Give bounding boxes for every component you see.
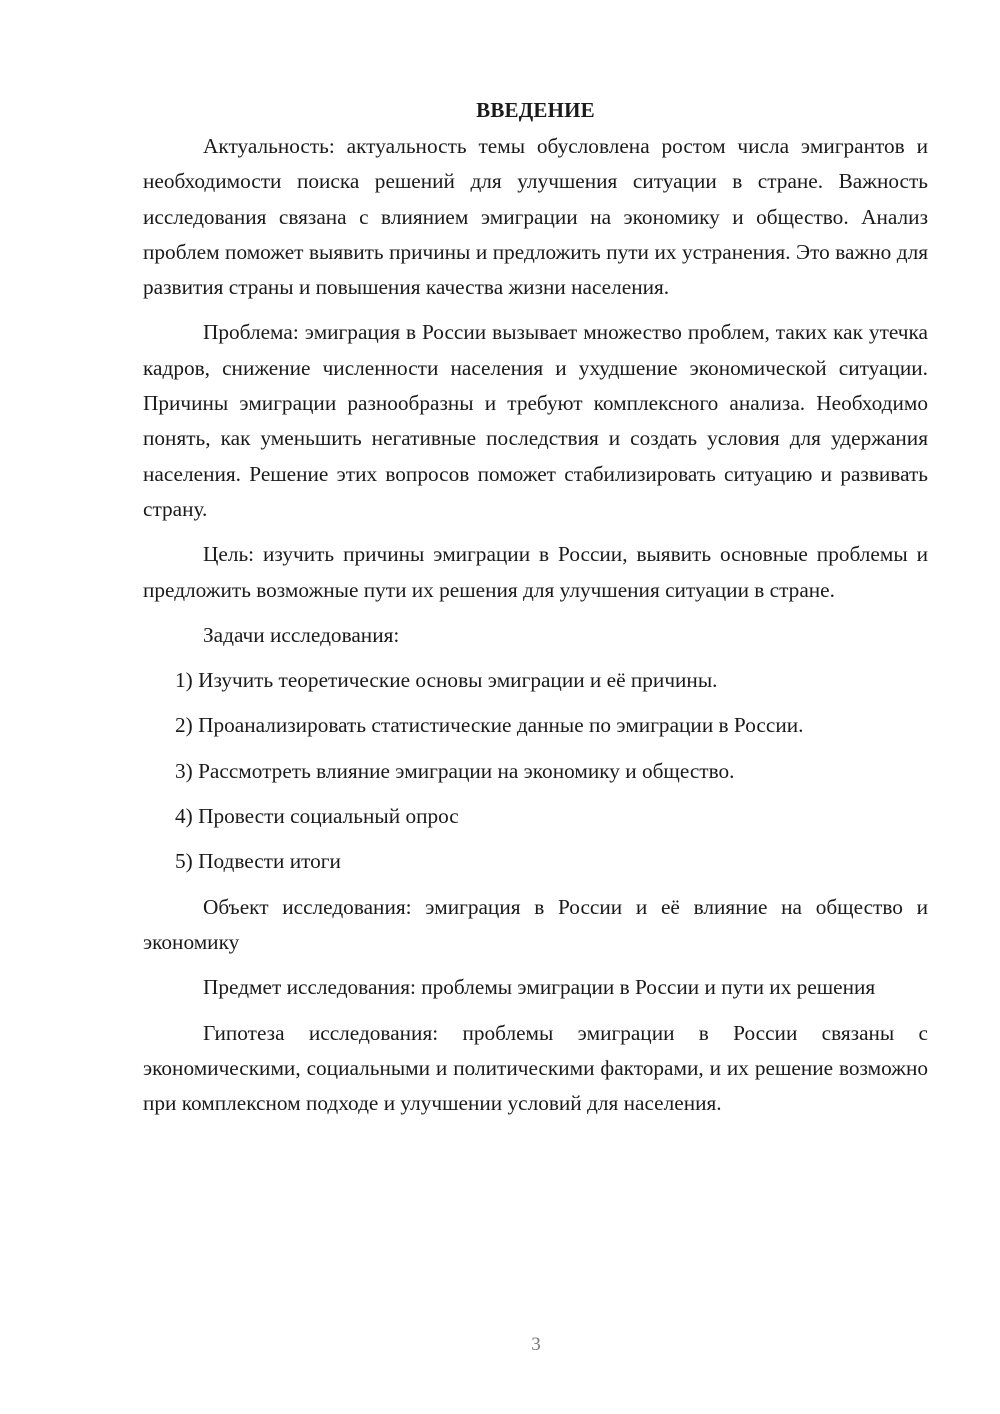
task-item: 5) Подвести итоги <box>175 849 341 874</box>
hypothesis-paragraph: Гипотеза исследования: проблемы эмиграции в России связаны с экономическими, социальными и политическими факторами, и их решение возможно при комплексном подходе и улучшении условий для населения. <box>143 1020 928 1116</box>
tasks-list <box>143 663 928 879</box>
problem-paragraph: Проблема: эмиграция в России вызывает множество проблем, таких как утечка кадров, снижение численности населения и ухудшение экономической ситуации. Причины эмиграции разнообразны и требуют комплексного анализа. Необходимо понять, как уменьшить негативные последствия и создать условия для удержания населения. Решение этих вопросов поможет стабилизировать ситуацию и развивать страну. <box>143 320 928 521</box>
subject-paragraph: Предмет исследования: проблемы эмиграции в России и пути их решения <box>203 975 876 1000</box>
section-heading: ВВЕДЕНИЕ <box>476 98 595 122</box>
task-item: 4) Провести социальный опрос <box>175 804 459 829</box>
page-number: 3 <box>531 1334 541 1355</box>
relevance-paragraph: Актуальность: актуальность темы обусловлена ростом числа эмигрантов и необходимости поиска решений для улучшения ситуации в стране. Важность исследования связана с влиянием эмиграции на экономику и общество. Анализ проблем поможет выявить причины и предложить пути их устранения. Это важно для развития страны и повышения качества жизни населения. <box>143 134 928 300</box>
object-paragraph: Объект исследования: эмиграция в России и её влияние на общество и экономику <box>143 894 928 954</box>
tasks-intro: Задачи исследования: <box>203 622 400 647</box>
goal-paragraph: Цель: изучить причины эмиграции в России, выявить основные проблемы и предложить возможные пути их решения для улучшения ситуации в стране. <box>143 542 928 602</box>
document-page <box>143 95 928 1131</box>
task-item: 3) Рассмотреть влияние эмиграции на экономику и общество. <box>175 758 735 783</box>
task-item: 2) Проанализировать статистические данные по эмиграции в России. <box>175 713 804 738</box>
task-item: 1) Изучить теоретические основы эмиграции и её причины. <box>175 668 718 693</box>
